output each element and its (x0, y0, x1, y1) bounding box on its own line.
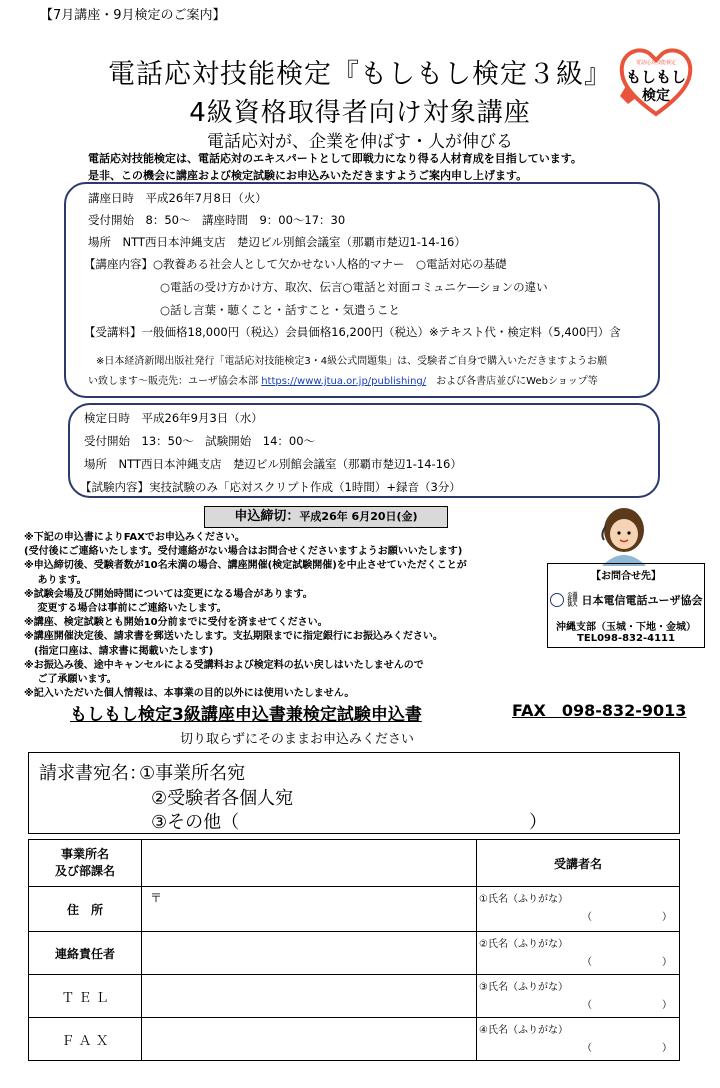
association-logo-icon (550, 593, 564, 607)
contact-branch: 沖縄支部（玉城・下地・金城） (556, 622, 696, 633)
contact-heading: 【お問合せ先】 (591, 571, 661, 582)
intro-text (88, 150, 582, 184)
billing-option-1[interactable]: ①事業所名宛 (139, 763, 246, 784)
postal-mark: 〒 (150, 891, 163, 905)
attendee-name-field[interactable] (477, 887, 680, 932)
exam-time: 受付開始 13：50～ 試験開始 14：00～ (84, 434, 316, 448)
billing-box (28, 752, 680, 834)
course-place: 場所 NTT西日本沖縄支店 楚辺ビル別館会議室（那覇市楚辺1-14-16） (88, 235, 466, 249)
furigana-paren: （ ） (582, 912, 672, 923)
course-fee: 【受講料】一般価格18,000円（税込）会員価格16,200円（税込）※テキスト代・検定料（5,400円）含 (84, 325, 621, 339)
course-note (88, 372, 598, 387)
tagline: 電話応対が、企業を伸ばす・人が伸びる (207, 132, 513, 152)
fax-number: FAX 098-832-9013 (512, 701, 687, 720)
attendee-name-label: ④氏名（ふりがな） (479, 1025, 568, 1036)
deadline-badge (204, 506, 448, 528)
page-title: 電話応対技能検定『もしもし検定３級』 (108, 59, 612, 90)
course-date: 講座日時 平成26年7月8日（火） (88, 191, 267, 205)
form-title: もしもし検定3級講座申込書兼検定試験申込書 (70, 705, 422, 725)
exam-place: 場所 NTT西日本沖縄支店 楚辺ビル別館会議室（那覇市楚辺1-14-16） (84, 457, 462, 471)
course-note: ※日本経済新聞出版社発行「電話応対技能検定3・4級公式問題集」は、受験者ご自身で購入いただきますようお願 (96, 356, 608, 367)
address-field[interactable] (142, 887, 477, 932)
attendee-name-label: ③氏名（ふりがな） (479, 982, 568, 993)
course-content: ○話し言葉・聴くこと・話すこと・気遣うこと (160, 303, 401, 317)
company-label: 事業所名 及び部課名 (29, 840, 142, 887)
operator-person-icon (590, 504, 658, 566)
tel-label: Ｔ Ｅ Ｌ (29, 975, 142, 1018)
attendee-name-field[interactable] (477, 975, 680, 1018)
phone-heart-logo-icon (618, 46, 694, 118)
note-text: い致します～販売先：ユーザ協会本部 (88, 376, 262, 387)
org-prefix: 公益社団法人 (567, 591, 578, 608)
cut-note: 切り取らずにそのままお申込みください (180, 732, 415, 747)
contact-org (548, 592, 704, 608)
attendee-name-label: ②氏名（ふりがな） (479, 939, 568, 950)
furigana-paren: （ ） (582, 957, 672, 968)
billing-option-2[interactable]: ②受験者各個人宛 (151, 788, 294, 809)
logo-small-text: 電話応対技能検定 (635, 60, 677, 66)
notes-list: ※下記の申込書によりFAXでお申込みください。 (受付後にご連絡いたします。受付連絡がない場合はお問合せくださいますようお願いいたします) ※申込締切後、受験者数が10名未満の場合、講座開催(検定試験開催)を中止させていただくことが あります。 ※試験会場及び開始時間については変更になる場合があります。 変更する場合は事前にご連絡いたします。 ※講座、検定試験とも開始10分前までに受付を済ませてください。 ※講座開催決定後、請求書を郵送いたします。支払期限までに指定銀行にお振込みください。 (指定口座は、請求書に掲載いたします) ※お振込み後、途中キャンセルによる受講料および検定料の払い戻しはいたしませんので ご了承願います。 ※記入いただいた個人情報は、本事業の目的以外には使用いたしません。 (24, 532, 467, 700)
intro-line: 是非、この機会に講座および検定試験にお申込みいただきますようご案内申し上げます。 (88, 169, 528, 182)
contact-tel: TEL098-832-4111 (577, 633, 675, 644)
billing-close-paren: ） (529, 812, 547, 833)
billing-label: 請求書宛名： (39, 763, 147, 784)
furigana-paren: （ ） (582, 1000, 672, 1011)
intro-line: 電話応対技能検定は、電話応対のエキスパートとして即戦力になり得る人材育成を目指しています。 (88, 152, 582, 165)
org-name: 日本電信電話ユーザ協会 (581, 594, 703, 607)
attendee-name-field[interactable] (477, 932, 680, 975)
address-label: 住 所 (29, 887, 142, 932)
fax-label: Ｆ Ａ Ｘ (29, 1018, 142, 1061)
contact-person-field[interactable] (142, 932, 477, 975)
attendee-name-field[interactable] (477, 1018, 680, 1061)
contact-person-label: 連絡責任者 (29, 932, 142, 975)
tel-field[interactable] (142, 975, 477, 1018)
billing-option-3[interactable]: ③その他（ (151, 812, 240, 833)
furigana-paren: （ ） (582, 1043, 672, 1054)
deadline-value: 平成26年 6月20日(金) (299, 510, 418, 523)
deadline-label: 申込締切： (234, 509, 300, 524)
contact-box (547, 563, 705, 648)
page-subtitle: 4級資格取得者向け対象講座 (189, 98, 531, 128)
note-text: および各書店並びにWebショップ等 (426, 376, 598, 387)
application-form (28, 839, 680, 1061)
exam-content: 【試験内容】実技試験のみ「応対スクリプト作成（1時間）+録音（3分） (80, 480, 461, 494)
course-content: 【講座内容】○教養ある社会人として欠かせない人格的マナー ○電話対応の基礎 (84, 257, 507, 271)
fax-field[interactable] (142, 1018, 477, 1061)
course-content: ○電話の受け方かけ方、取次、伝言○電話と対面コミュニケ―ションの違い (160, 280, 548, 294)
company-field[interactable] (142, 840, 477, 887)
attendee-header: 受講者名 (477, 840, 680, 887)
banner: 【7月講座・9月検定のご案内】 (40, 8, 226, 23)
attendee-name-label: ①氏名（ふりがな） (479, 894, 568, 905)
logo-line1: もしもし (625, 68, 687, 86)
course-time: 受付開始 8：50～ 講座時間 9：00～17：30 (88, 213, 346, 227)
publishing-link[interactable]: https://www.jtua.or.jp/publishing/ (261, 376, 427, 387)
logo-line2: 検定 (642, 88, 670, 104)
exam-date: 検定日時 平成26年9月3日（水） (84, 411, 263, 425)
